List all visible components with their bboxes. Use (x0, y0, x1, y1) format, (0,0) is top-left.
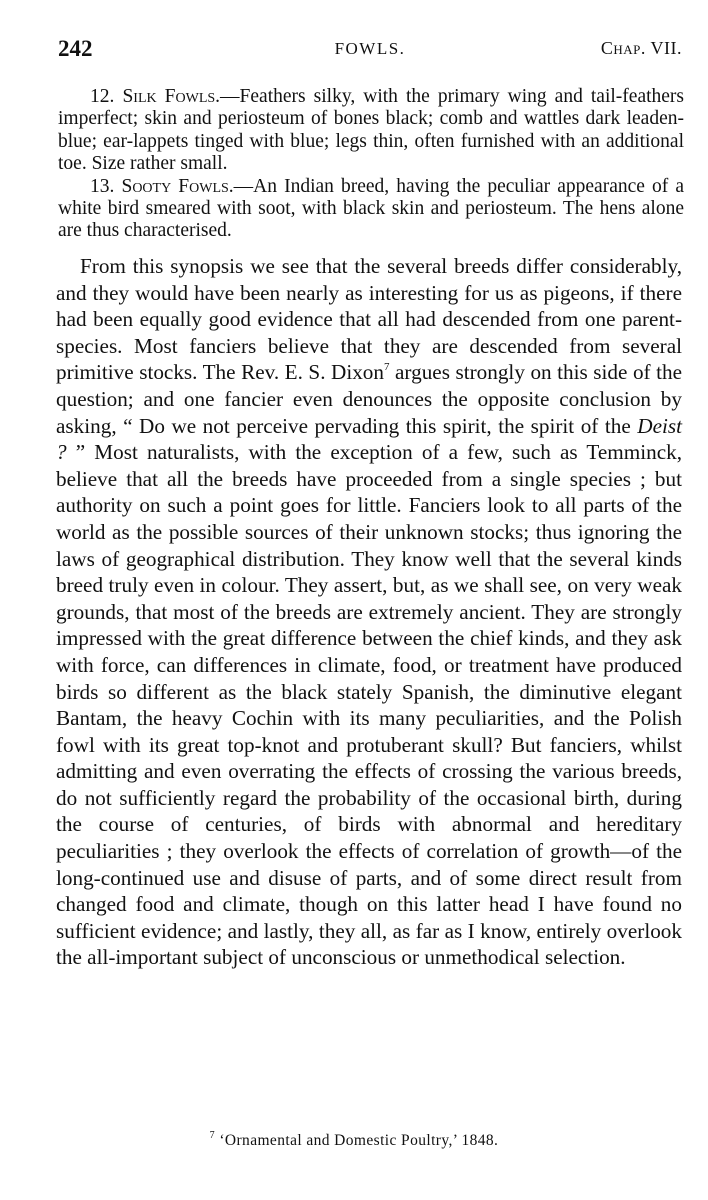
footnote-reference: 7 (384, 361, 390, 374)
entry-number: 12. (90, 86, 115, 107)
italic-term: Deist ? (56, 413, 682, 465)
footnote-marker: 7 (209, 1130, 216, 1141)
paragraph-text: argues strongly on this side of the question; and one fancier even denounces the opposite conclusion by asking, “ Do we not perceive pervading this spirit, the spirit of the (56, 360, 683, 438)
entry-description: —An Indian breed, having the peculiar appearance of a white bird smeared with soot, with black skin and periosteum. The hens alone are thus characterised. (58, 175, 684, 242)
chapter-label: Chap. VII. (600, 38, 682, 58)
breed-name: Silk Fowls. (122, 86, 221, 107)
page-header (58, 36, 682, 66)
main-text (56, 253, 682, 971)
running-title: FOWLS. (334, 39, 406, 58)
paragraph-text: From this synopsis we see that the several breeds differ considerably, and they would have been nearly as interesting for us as pigeons, if there had been equally good evidence that all had descended from one parent-species. Most fanciers believe that they are descended from several primitive stocks. The Rev. E. S. Dixon (56, 254, 682, 385)
footnote (0, 1132, 708, 1150)
entry-description: —Feathers silky, with the primary wing and tail-feathers imperfect; skin and periosteum of bones black; comb and wattles dark leaden-blue; ear-lappets tinged with blue; legs thin, often furnished with an additional toe. Size rather small. (58, 86, 685, 175)
breed-name: Sooty Fowls. (121, 175, 234, 197)
footnote-text: ‘Ornamental and Domestic Poultry,’ 1848. (219, 1132, 499, 1149)
page-number: 242 (58, 36, 93, 61)
entry-number: 13. (90, 175, 115, 197)
paragraph-text: ” Most naturalists, with the exception of a few, such as Temminck, believe that all the breeds have proceeded from a single species ; but authority on such a point goes for little. Fanciers look to all parts of the world as the possible sources of their unknown stocks; thus ignoring the laws of geographical distribution. They know well that the several kinds breed truly even in colour. They assert, but, as we shall see, on very weak grounds, that most of the breeds are extremely ancient. They are strongly impressed with the great difference between the chief kinds, and they ask with force, can differences in climate, food, or treatment have produced birds so different as the black stately Spanish, the diminutive elegant Bantam, the heavy Cochin with its many peculiarities, and the Polish fowl with its great top-knot and protuberant skull? But fanciers, whilst admitting and even overrating the effects of crossing the various breeds, do not sufficiently regard the probability of the occasional birth, during the course of centuries, of birds with abnormal and hereditary peculiarities ; they overlook the effects of correlation of growth—of the long-continued use and disuse of parts, and of some direct result from changed food and climate, though on this latter head I have found no sufficient evidence; and lastly, they all, as far as I know, entirely overlook the all-important subject of unconscious or unmethodical selection. (56, 440, 682, 970)
breed-synopsis (58, 86, 684, 243)
synopsis-entry (58, 86, 684, 176)
body-paragraph (56, 253, 682, 971)
synopsis-entry (58, 176, 684, 243)
